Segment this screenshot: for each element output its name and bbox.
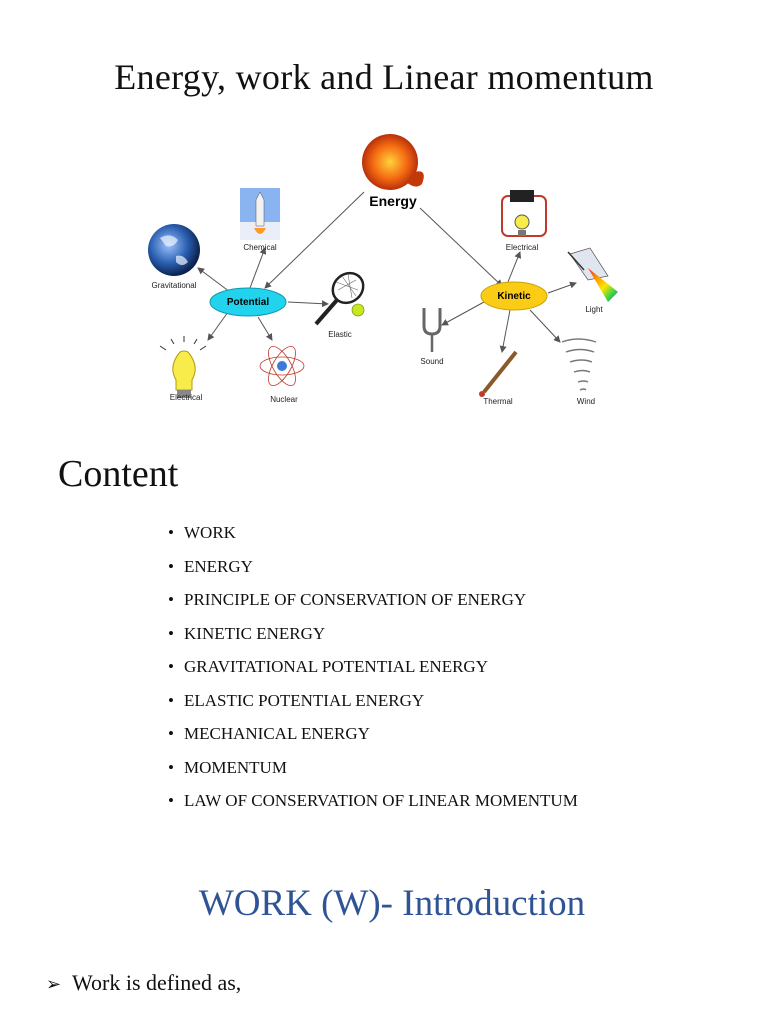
definition-line xyxy=(46,970,241,996)
prism-icon xyxy=(568,248,618,302)
section-title: WORK (W)- Introduction xyxy=(198,883,586,924)
potential-label: Potential xyxy=(226,297,270,308)
electrical-label-kinetic: Electrical xyxy=(505,243,539,252)
content-list xyxy=(168,520,578,822)
content-heading: Content xyxy=(58,453,179,495)
gravitational-label: Gravitational xyxy=(151,281,197,290)
light-label: Light xyxy=(585,305,603,314)
definition-text: Work is defined as, xyxy=(72,970,242,995)
list-item: • LAW OF CONSERVATION OF LINEAR MOMENTUM xyxy=(168,791,578,810)
kinetic-label: Kinetic xyxy=(497,291,531,302)
lightbulb-icon xyxy=(160,336,206,398)
list-item: • MOMENTUM xyxy=(168,757,287,777)
tornado-icon xyxy=(562,339,596,390)
rocket-icon xyxy=(240,188,280,240)
sound-label: Sound xyxy=(420,357,444,366)
energy-label: Energy xyxy=(369,193,417,209)
tuning-fork-icon xyxy=(424,308,440,352)
earth-icon xyxy=(148,224,200,276)
wind-label: Wind xyxy=(576,397,596,406)
energy-concept-diagram xyxy=(130,130,640,420)
chemical-label: Chemical xyxy=(243,243,277,252)
list-item: • ENERGY xyxy=(168,556,253,576)
list-item: • MECHANICAL ENERGY xyxy=(168,724,370,743)
page-title: Energy, work and Linear momentum xyxy=(114,57,654,97)
elastic-label: Elastic xyxy=(328,330,352,339)
list-item: • KINETIC ENERGY xyxy=(168,623,326,643)
thermal-label: Thermal xyxy=(483,397,513,406)
nuclear-label: Nuclear xyxy=(270,395,298,404)
tennis-racket-icon xyxy=(316,267,369,324)
arrow-bullet-icon: ➢ xyxy=(46,974,62,995)
circuit-icon xyxy=(502,190,546,236)
electrical-label-potential: Electrical xyxy=(169,393,203,402)
list-item: • PRINCIPLE OF CONSERVATION OF ENERGY xyxy=(168,590,527,609)
list-item: • ELASTIC POTENTIAL ENERGY xyxy=(168,690,425,710)
atom-icon xyxy=(260,342,304,389)
thermometer-icon xyxy=(479,352,516,397)
list-item: • GRAVITATIONAL POTENTIAL ENERGY xyxy=(168,657,488,676)
list-item: • WORK xyxy=(168,523,236,542)
sun-icon xyxy=(362,134,424,190)
